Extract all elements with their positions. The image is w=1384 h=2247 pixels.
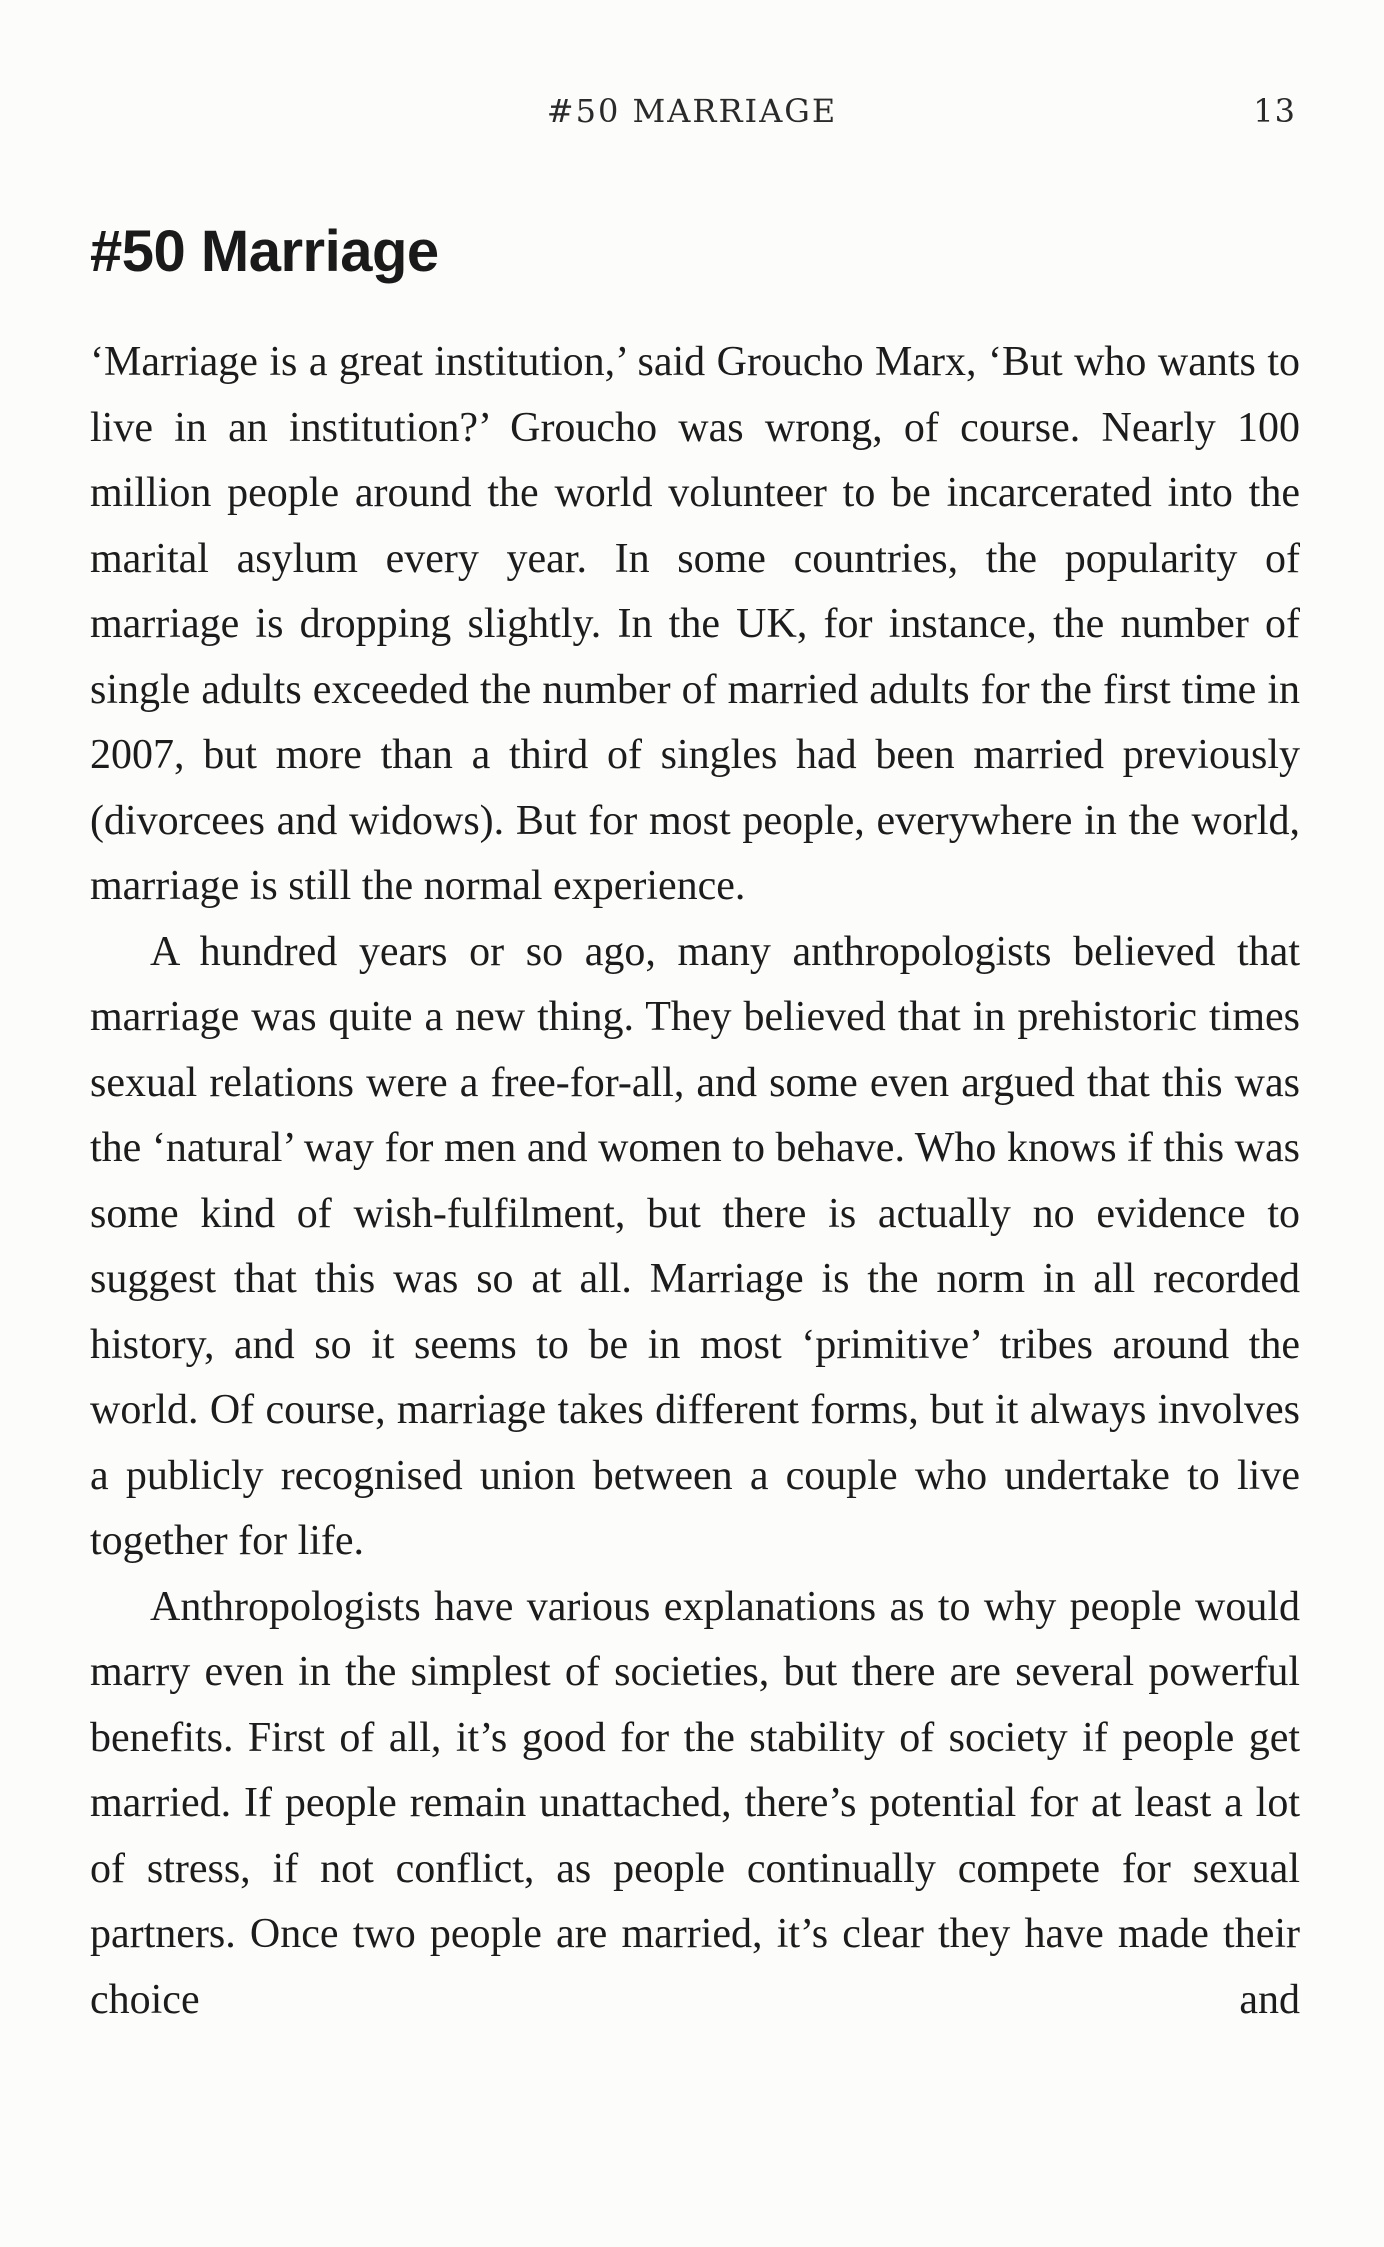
chapter-title: #50 Marriage — [90, 219, 439, 284]
running-header — [0, 92, 1384, 132]
paragraph-3: Anthropologists have various explanations as to why people would marry even in the simplest of societies, but there are several powerful benefits. First of all, it’s good for the stability of society if people get married. If people remain unattached, there’s potential for at least a lot of stress, if not conflict, as people continually compete for sexual partners. Once two people are married, it’s clear they have made their choice and — [90, 1583, 1300, 2023]
paragraph-1: ‘Marriage is a great institution,’ said Groucho Marx, ‘But who wants to live in an institution?’ Groucho was wrong, of course. Nearly 100 million people around the world volunteer to be incarcerated into the marital asylum every year. In some countries, the popularity of marriage is dropping slightly. In the UK, for instance, the number of single adults exceeded the number of married adults for the first time in 2007, but more than a third of singles had been married previously (divorcees and widows). But for most people, everywhere in the world, marriage is still the normal experience. — [90, 339, 1300, 909]
paragraph-2: A hundred years or so ago, many anthropologists believed that marriage was quite a new thing. They believed that in prehistoric times sexual relations were a free-for-all, and some even argued that this was the ‘natural’ way for men and women to behave. Who knows if this was some kind of wish-fulfilment, but there is actually no evidence to suggest that this was so at all. Marriage is the norm in all recorded history, and so it seems to be in most ‘primitive’ tribes around the world. Of course, marriage takes different forms, but it always involves a publicly recognised union between a couple who undertake to live together for life. — [90, 928, 1300, 1564]
page-number: 13 — [1253, 92, 1296, 130]
body-text — [90, 330, 1300, 2033]
running-title: #50 MARRIAGE — [546, 92, 838, 130]
